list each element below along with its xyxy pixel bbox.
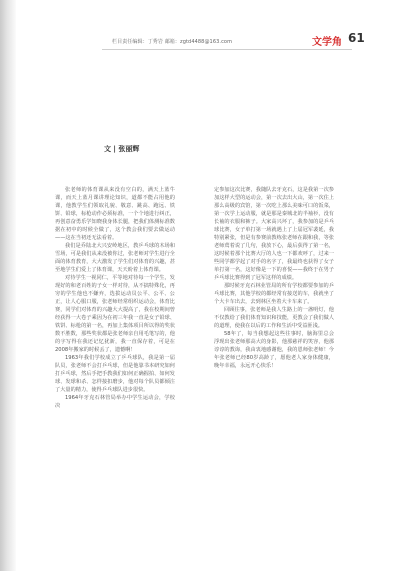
paragraph: 定参加这次比赛，我随队去牙克石，这是我第一次参加这样大型的运动会，第一次去出大山，第一次住上那么高级的宾馆，第一次吃上那么美味可口的饭菜，第一次学上运动服，就是那是秦城北的半袖衫，没有长袖的衣服和裤子。大家高兴坏了，我参加的是乒乓球比赛，女子单打第一场就遇上了上届冠军裴延，我特别紧张，但是有参赛前教练张老师在跟和我，等张老师蔫着说了几句，我放下心，最后获得了第一名，这时候着那个比赛大厅的人也一下都欢呼了，过来一些同学都学起了对手的名字了，我最终也获得了女子单打第一名，这好像是一下的喜悦——我终于在男子乒乓球比赛得到了冠军这样的成绩。 [214, 187, 334, 281]
paragraph: 对待学生一视同仁，平等地对待每一个学生，发现好的和老百姓的子女一样对待，从不搞特殊化，再穷的学生他也不嫌弃，选拔运动员公平、公平、公正，让人心服口服，张老师经常组织运动会，体育比赛，同学们对体育的兴趣大大提高了，我在校期间曾经获得一大卷子乘因为在初三年我一直是女子铅球、铁饼、标枪的第一名，再加上集体项目所以得的奖状数不胜数，那些奖状都是张老师亲自用毛笔写的，他的字写得在我还记忆犹新，我一直保存着，可是在2008年搬家的时候丢了，遗憾啊！ [55, 275, 175, 353]
section-title: 文学角 [312, 37, 342, 48]
article-column-right [214, 186, 334, 370]
paragraph: 张老师的体育课从来没有空白的，满天上蓝牛课，而天上蓝月课讲理论知识，道都不能占用他的课，他教学生们领取礼貌、敬意、跳高、跑远、铁饼、铅球，标枪动作必须标准，一个个地进行纠正，再创意奋勇乐学知晓我身体长腿，把我们体测标准数据在初中的时候全做了，这个教会我们要去做运动——这在当初还无法看着。 [55, 187, 175, 241]
paragraph: 1963年我们学校成立了乒乓球队，我是第一届队员，张老师不会打乒乓球，但是他靠书本研究如何打乒乓球，然后手把手教我们如何正确握拍、如何发球、发球和杀、怎样接扣磨步，他对每个队员都倾注了大量的精力，使得乒乓球队进步很快。 [55, 355, 175, 393]
header-rule [102, 49, 352, 50]
editor-info: 栏目责任编辑：丁秀岩 邮箱：zgtd4488@163.com [112, 39, 233, 45]
paragraph: 58年了，每当我想起这些往事时，脑海里总会浮现出张老师那高大的身影，他那慈祥的笑容，他那谆谆的教诲，我由衷地感谢他，我的恩师张老师！今年张老师已经80岁高龄了，愿他老人家身体健康，晚年幸福，永远开心快乐！ [214, 331, 334, 369]
paragraph: 回顾往事，张老师是我人生路上的一盏明灯，他不仅教给了我们体育知识和技能，更教会了我们做人的道理，使我在以后的工作和生活中受益匪浅。 [214, 307, 334, 329]
paragraph: 1964年牙克石林管局举办中学生运动会，学校决 [55, 395, 175, 409]
article-column-left [55, 186, 175, 410]
paragraph: 我们是乔陆北大兴安岭地区，教乒乓球的木场和雪场，可是我们从来没被你过，张老师对学生进行全面的体育教育，大大激发了学生们对体育的兴趣，甚至地学生们爱上了体育课，天天盼着上体育课。 [55, 243, 175, 273]
book-spine-shadow [0, 0, 16, 571]
page-number: 61 [348, 31, 365, 45]
paragraph: 那时候牙克石林业管局的所有学校都要参加的乒乓球比赛，其他学校的都经常有接送的车，我就坐了个大卡车出去，去到林区坐着大卡车来了。 [214, 283, 334, 305]
author-byline: 文 | 张丽辉 [104, 145, 140, 153]
